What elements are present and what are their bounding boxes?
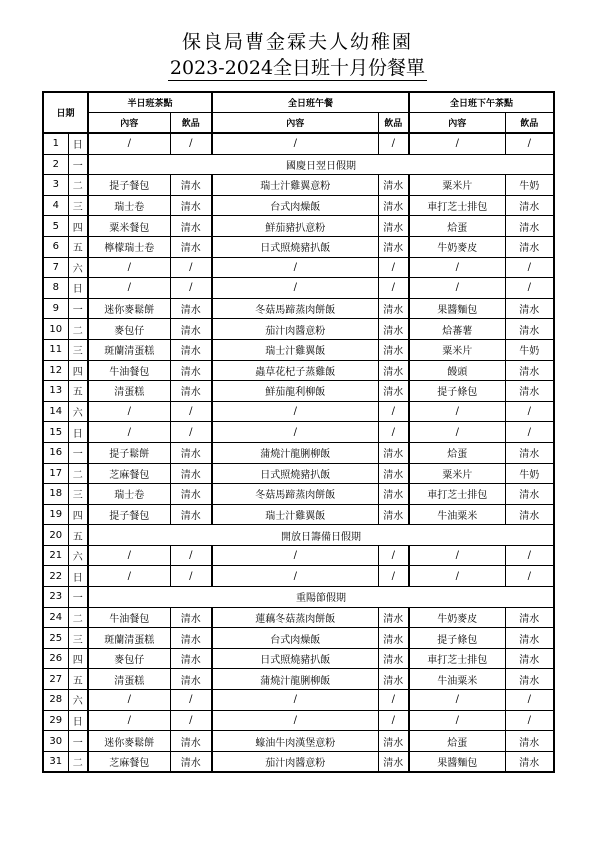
day-number: 11 xyxy=(43,339,68,360)
weekday: 日 xyxy=(68,710,88,731)
weekday: 二 xyxy=(68,175,88,196)
day-number: 24 xyxy=(43,607,68,628)
afternoon-snack-drink: / xyxy=(505,257,554,278)
half-day-snack: 麥包仔 xyxy=(88,319,170,340)
afternoon-snack-drink: 清水 xyxy=(505,628,554,649)
menu-row xyxy=(43,442,554,463)
day-number: 30 xyxy=(43,731,68,752)
weekday: 六 xyxy=(68,401,88,422)
lunch-drink: 清水 xyxy=(378,236,409,257)
afternoon-snack-drink: 清水 xyxy=(505,381,554,402)
school-name: 保良局曹金霖夫人幼稚園 xyxy=(181,31,413,53)
afternoon-snack: 烚蛋 xyxy=(409,442,505,463)
afternoon-snack-drink: / xyxy=(505,278,554,299)
half-day-snack: / xyxy=(88,133,170,154)
half-day-snack: / xyxy=(88,710,170,731)
half-day-snack-drink: / xyxy=(170,710,212,731)
lunch-drink: 清水 xyxy=(378,648,409,669)
lunch-drink: 清水 xyxy=(378,751,409,772)
holiday-label: 開放日籌備日假期 xyxy=(88,525,554,546)
half-day-snack: / xyxy=(88,566,170,587)
menu-row xyxy=(43,669,554,690)
weekday: 日 xyxy=(68,133,88,154)
menu-row xyxy=(43,216,554,237)
half-day-snack-drink: 清水 xyxy=(170,484,212,505)
lunch-drink: 清水 xyxy=(378,669,409,690)
half-day-snack-drink: 清水 xyxy=(170,628,212,649)
half-day-snack: 芝麻餐包 xyxy=(88,463,170,484)
lunch-drink: / xyxy=(378,257,409,278)
lunch-drink: / xyxy=(378,710,409,731)
day-number: 7 xyxy=(43,257,68,278)
lunch-drink: 清水 xyxy=(378,607,409,628)
lunch-drink: 清水 xyxy=(378,175,409,196)
afternoon-snack-drink: / xyxy=(505,401,554,422)
afternoon-snack: / xyxy=(409,566,505,587)
lunch-drink: / xyxy=(378,690,409,711)
weekday: 四 xyxy=(68,504,88,525)
afternoon-snack-drink: / xyxy=(505,690,554,711)
lunch-dish: / xyxy=(212,566,378,587)
afternoon-snack: / xyxy=(409,257,505,278)
afternoon-snack: 粟米片 xyxy=(409,175,505,196)
afternoon-snack-drink: 牛奶 xyxy=(505,175,554,196)
lunch-drink: / xyxy=(378,278,409,299)
weekday: 六 xyxy=(68,690,88,711)
lunch-drink: / xyxy=(378,545,409,566)
lunch-drink: 清水 xyxy=(378,731,409,752)
lunch-content-header: 內容 xyxy=(212,113,378,134)
half-day-snack-drink: 清水 xyxy=(170,442,212,463)
lunch-dish: 瑞士汁雞翼飯 xyxy=(212,339,378,360)
menu-row xyxy=(43,339,554,360)
afternoon-snack-drink: 清水 xyxy=(505,484,554,505)
afternoon-snack: / xyxy=(409,278,505,299)
weekday: 三 xyxy=(68,484,88,505)
weekday: 五 xyxy=(68,525,88,546)
menu-row xyxy=(43,628,554,649)
half-day-snack-drink: 清水 xyxy=(170,216,212,237)
day-number: 27 xyxy=(43,669,68,690)
half-day-snack-drink: / xyxy=(170,278,212,299)
menu-row xyxy=(43,587,554,608)
menu-title-text: 2023-2024全日班十月份餐單 xyxy=(169,57,426,79)
weekday: 三 xyxy=(68,628,88,649)
weekday: 二 xyxy=(68,463,88,484)
lunch-dish: / xyxy=(212,133,378,154)
day-number: 26 xyxy=(43,648,68,669)
afternoon-snack-drink: 清水 xyxy=(505,442,554,463)
half-day-snack: 瑞士卷 xyxy=(88,484,170,505)
day-number: 13 xyxy=(43,381,68,402)
afternoon-snack: 牛油粟米 xyxy=(409,669,505,690)
weekday: 一 xyxy=(68,442,88,463)
half-day-snack-drink: 清水 xyxy=(170,607,212,628)
half-day-snack-header: 半日班茶點 xyxy=(88,92,212,113)
lunch-drink: 清水 xyxy=(378,298,409,319)
menu-row xyxy=(43,381,554,402)
day-number: 28 xyxy=(43,690,68,711)
half-day-snack-drink: 清水 xyxy=(170,463,212,484)
lunch-drink: 清水 xyxy=(378,442,409,463)
afternoon-snack: 饅頭 xyxy=(409,360,505,381)
weekday: 二 xyxy=(68,607,88,628)
lunch-drink: 清水 xyxy=(378,381,409,402)
half-day-snack: / xyxy=(88,545,170,566)
day-number: 2 xyxy=(43,154,68,175)
afternoon-snack: / xyxy=(409,401,505,422)
afternoon-snack: 牛奶麥皮 xyxy=(409,607,505,628)
lunch-drink: 清水 xyxy=(378,484,409,505)
afternoon-drink-header: 飲品 xyxy=(505,113,554,134)
lunch-drink: / xyxy=(378,133,409,154)
afternoon-snack-drink: 清水 xyxy=(505,504,554,525)
lunch-drink: / xyxy=(378,401,409,422)
lunch-header: 全日班午餐 xyxy=(212,92,409,113)
weekday: 一 xyxy=(68,154,88,175)
menu-row xyxy=(43,731,554,752)
afternoon-snack: / xyxy=(409,422,505,443)
lunch-dish: 瑞士汁雞翼意粉 xyxy=(212,175,378,196)
weekday: 一 xyxy=(68,587,88,608)
afternoon-snack-drink: 清水 xyxy=(505,669,554,690)
date-header: 日期 xyxy=(43,92,88,133)
day-number: 18 xyxy=(43,484,68,505)
half-day-snack: / xyxy=(88,257,170,278)
lunch-dish: 鮮茄豬扒意粉 xyxy=(212,216,378,237)
half-day-snack: 麥包仔 xyxy=(88,648,170,669)
menu-row xyxy=(43,360,554,381)
lunch-drink: 清水 xyxy=(378,463,409,484)
menu-row xyxy=(43,175,554,196)
afternoon-snack: 烚蛋 xyxy=(409,216,505,237)
half-day-snack: 粟米餐包 xyxy=(88,216,170,237)
day-number: 6 xyxy=(43,236,68,257)
lunch-dish: 瑞士汁雞翼飯 xyxy=(212,504,378,525)
half-day-snack: 牛油餐包 xyxy=(88,607,170,628)
lunch-drink: 清水 xyxy=(378,195,409,216)
half-day-snack-drink: 清水 xyxy=(170,751,212,772)
menu-row xyxy=(43,607,554,628)
weekday: 日 xyxy=(68,422,88,443)
afternoon-snack: / xyxy=(409,710,505,731)
afternoon-snack: 烚蕃薯 xyxy=(409,319,505,340)
weekday: 一 xyxy=(68,731,88,752)
day-number: 10 xyxy=(43,319,68,340)
afternoon-snack: 烚蛋 xyxy=(409,731,505,752)
holiday-label: 國慶日翌日假期 xyxy=(88,154,554,175)
half-day-snack-drink: / xyxy=(170,545,212,566)
menu-row xyxy=(43,484,554,505)
afternoon-snack-drink: 清水 xyxy=(505,236,554,257)
half-day-snack: 斑蘭清蛋糕 xyxy=(88,339,170,360)
menu-row xyxy=(43,751,554,772)
lunch-dish: 冬菇馬蹄蒸肉餅飯 xyxy=(212,484,378,505)
day-number: 16 xyxy=(43,442,68,463)
day-number: 29 xyxy=(43,710,68,731)
lunch-dish: 日式照燒豬扒飯 xyxy=(212,236,378,257)
lunch-dish: 蠔油牛肉漢堡意粉 xyxy=(212,731,378,752)
menu-row xyxy=(43,154,554,175)
day-number: 25 xyxy=(43,628,68,649)
menu-row xyxy=(43,525,554,546)
weekday: 四 xyxy=(68,360,88,381)
menu-row xyxy=(43,257,554,278)
lunch-drink: 清水 xyxy=(378,216,409,237)
half-day-snack: / xyxy=(88,401,170,422)
half-day-snack-drink: 清水 xyxy=(170,175,212,196)
menu-row xyxy=(43,566,554,587)
lunch-dish: 日式照燒豬扒飯 xyxy=(212,463,378,484)
afternoon-snack: 提子條包 xyxy=(409,381,505,402)
weekday: 六 xyxy=(68,257,88,278)
lunch-dish: 日式照燒豬扒飯 xyxy=(212,648,378,669)
lunch-dish: / xyxy=(212,422,378,443)
afternoon-snack-drink: / xyxy=(505,710,554,731)
lunch-drink: 清水 xyxy=(378,628,409,649)
afternoon-snack-drink: 清水 xyxy=(505,360,554,381)
afternoon-snack: 粟米片 xyxy=(409,463,505,484)
half-day-snack-drink: 清水 xyxy=(170,236,212,257)
lunch-dish: 蒲燒汁龍脷柳飯 xyxy=(212,442,378,463)
day-number: 21 xyxy=(43,545,68,566)
holiday-label: 重陽節假期 xyxy=(88,587,554,608)
menu-row xyxy=(43,133,554,154)
afternoon-snack-drink: / xyxy=(505,545,554,566)
half-day-snack-drink: 清水 xyxy=(170,339,212,360)
lunch-dish: / xyxy=(212,257,378,278)
menu-row xyxy=(43,236,554,257)
day-number: 12 xyxy=(43,360,68,381)
lunch-drink-header: 飲品 xyxy=(378,113,409,134)
menu-row xyxy=(43,710,554,731)
afternoon-snack: / xyxy=(409,545,505,566)
half-day-snack-drink: / xyxy=(170,401,212,422)
lunch-dish: 茄汁肉醬意粉 xyxy=(212,751,378,772)
afternoon-snack: 車打芝士排包 xyxy=(409,195,505,216)
lunch-dish: 蟲草花杞子蒸雞飯 xyxy=(212,360,378,381)
afternoon-snack-drink: 清水 xyxy=(505,731,554,752)
day-number: 5 xyxy=(43,216,68,237)
lunch-dish: 鮮茄龍利柳飯 xyxy=(212,381,378,402)
afternoon-snack-drink: 牛奶 xyxy=(505,339,554,360)
afternoon-snack: 車打芝士排包 xyxy=(409,648,505,669)
afternoon-snack: 車打芝士排包 xyxy=(409,484,505,505)
menu-row xyxy=(43,278,554,299)
half-day-snack: 清蛋糕 xyxy=(88,669,170,690)
day-number: 14 xyxy=(43,401,68,422)
weekday: 日 xyxy=(68,566,88,587)
day-number: 23 xyxy=(43,587,68,608)
menu-row xyxy=(43,648,554,669)
half-day-snack-drink: / xyxy=(170,422,212,443)
half-day-snack: 瑞士卷 xyxy=(88,195,170,216)
menu-row xyxy=(43,401,554,422)
half-day-snack-drink: 清水 xyxy=(170,381,212,402)
weekday: 四 xyxy=(68,648,88,669)
weekday: 三 xyxy=(68,195,88,216)
afternoon-snack-drink: 清水 xyxy=(505,216,554,237)
lunch-drink: 清水 xyxy=(378,504,409,525)
afternoon-snack-drink: / xyxy=(505,422,554,443)
afternoon-snack: 牛油粟米 xyxy=(409,504,505,525)
half-day-snack-drink: / xyxy=(170,566,212,587)
afternoon-snack-drink: 清水 xyxy=(505,648,554,669)
snack-drink-header: 飲品 xyxy=(170,113,212,134)
afternoon-snack: 牛奶麥皮 xyxy=(409,236,505,257)
weekday: 六 xyxy=(68,545,88,566)
half-day-snack-drink: / xyxy=(170,690,212,711)
weekday: 五 xyxy=(68,236,88,257)
lunch-dish: 蓮藕冬菇蒸肉餅飯 xyxy=(212,607,378,628)
half-day-snack: 提子鬆餅 xyxy=(88,442,170,463)
day-number: 17 xyxy=(43,463,68,484)
menu-title xyxy=(0,57,595,79)
afternoon-snack-drink: / xyxy=(505,133,554,154)
afternoon-snack: 果醬麵包 xyxy=(409,751,505,772)
half-day-snack-drink: 清水 xyxy=(170,298,212,319)
half-day-snack-drink: 清水 xyxy=(170,319,212,340)
menu-row xyxy=(43,504,554,525)
half-day-snack: 牛油餐包 xyxy=(88,360,170,381)
afternoon-snack-drink: 清水 xyxy=(505,751,554,772)
weekday: 三 xyxy=(68,339,88,360)
lunch-drink: 清水 xyxy=(378,360,409,381)
afternoon-snack: 果醬麵包 xyxy=(409,298,505,319)
half-day-snack: 提子餐包 xyxy=(88,175,170,196)
lunch-dish: 台式肉燥飯 xyxy=(212,195,378,216)
menu-row xyxy=(43,298,554,319)
afternoon-snack-drink: 清水 xyxy=(505,319,554,340)
half-day-snack-drink: 清水 xyxy=(170,504,212,525)
day-number: 19 xyxy=(43,504,68,525)
half-day-snack: 檸檬瑞士卷 xyxy=(88,236,170,257)
half-day-snack: 提子餐包 xyxy=(88,504,170,525)
weekday: 四 xyxy=(68,216,88,237)
half-day-snack: 迷你麥鬆餅 xyxy=(88,731,170,752)
half-day-snack-drink: / xyxy=(170,133,212,154)
half-day-snack: 芝麻餐包 xyxy=(88,751,170,772)
menu-row xyxy=(43,463,554,484)
half-day-snack: 清蛋糕 xyxy=(88,381,170,402)
day-number: 9 xyxy=(43,298,68,319)
half-day-snack-drink: 清水 xyxy=(170,360,212,381)
lunch-drink: 清水 xyxy=(378,319,409,340)
menu-row xyxy=(43,545,554,566)
afternoon-snack-drink: 清水 xyxy=(505,195,554,216)
weekday: 二 xyxy=(68,751,88,772)
weekday: 二 xyxy=(68,319,88,340)
lunch-dish: / xyxy=(212,401,378,422)
menu-row xyxy=(43,195,554,216)
afternoon-snack-drink: 清水 xyxy=(505,607,554,628)
half-day-snack-drink: 清水 xyxy=(170,195,212,216)
afternoon-snack: 提子條包 xyxy=(409,628,505,649)
afternoon-snack: / xyxy=(409,690,505,711)
half-day-snack-drink: / xyxy=(170,257,212,278)
menu-body xyxy=(43,133,554,772)
day-number: 20 xyxy=(43,525,68,546)
menu-row xyxy=(43,422,554,443)
afternoon-snack-drink: 清水 xyxy=(505,298,554,319)
day-number: 15 xyxy=(43,422,68,443)
lunch-dish: 茄汁肉醬意粉 xyxy=(212,319,378,340)
day-number: 31 xyxy=(43,751,68,772)
weekday: 日 xyxy=(68,278,88,299)
lunch-dish: / xyxy=(212,278,378,299)
lunch-drink: 清水 xyxy=(378,339,409,360)
afternoon-snack-drink: 牛奶 xyxy=(505,463,554,484)
menu-row xyxy=(43,690,554,711)
day-number: 4 xyxy=(43,195,68,216)
weekday: 五 xyxy=(68,669,88,690)
afternoon-snack-drink: / xyxy=(505,566,554,587)
lunch-dish: / xyxy=(212,710,378,731)
menu-table xyxy=(42,91,555,773)
afternoon-snack: / xyxy=(409,133,505,154)
lunch-drink: / xyxy=(378,422,409,443)
half-day-snack-drink: 清水 xyxy=(170,731,212,752)
half-day-snack: / xyxy=(88,422,170,443)
lunch-dish: / xyxy=(212,545,378,566)
lunch-dish: 台式肉燥飯 xyxy=(212,628,378,649)
menu-row xyxy=(43,319,554,340)
weekday: 一 xyxy=(68,298,88,319)
lunch-dish: 蒲燒汁龍脷柳飯 xyxy=(212,669,378,690)
afternoon-content-header: 內容 xyxy=(409,113,505,134)
afternoon-snack: 粟米片 xyxy=(409,339,505,360)
weekday: 五 xyxy=(68,381,88,402)
day-number: 1 xyxy=(43,133,68,154)
half-day-snack-drink: 清水 xyxy=(170,669,212,690)
day-number: 22 xyxy=(43,566,68,587)
afternoon-snack-header: 全日班下午茶點 xyxy=(409,92,554,113)
half-day-snack: 迷你麥鬆餅 xyxy=(88,298,170,319)
day-number: 3 xyxy=(43,175,68,196)
half-day-snack: / xyxy=(88,278,170,299)
snack-content-header: 內容 xyxy=(88,113,170,134)
half-day-snack: 斑蘭清蛋糕 xyxy=(88,628,170,649)
lunch-drink: / xyxy=(378,566,409,587)
day-number: 8 xyxy=(43,278,68,299)
lunch-dish: 冬菇馬蹄蒸肉餅飯 xyxy=(212,298,378,319)
half-day-snack: / xyxy=(88,690,170,711)
lunch-dish: / xyxy=(212,690,378,711)
half-day-snack-drink: 清水 xyxy=(170,648,212,669)
